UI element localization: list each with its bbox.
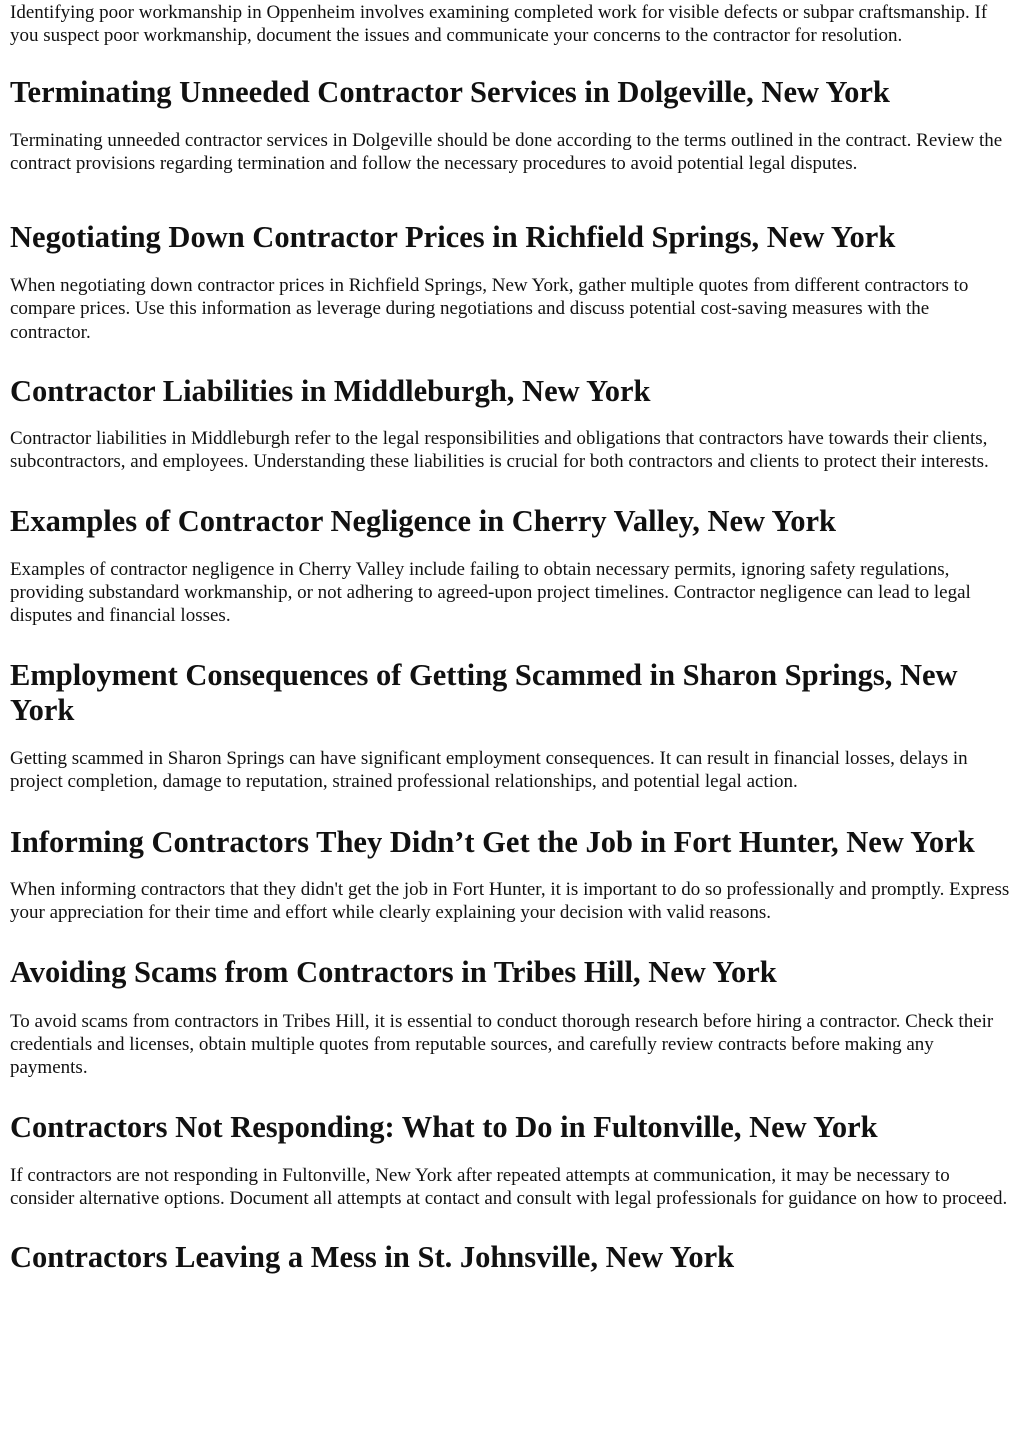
section-paragraph-tribes-hill: To avoid scams from contractors in Tribes Hill, it is essential to conduct thorough research before hiring a contractor. Check their credentials and licenses, obtain multiple quotes from reputable sources, and carefully review contracts before making any payments. <box>10 1010 994 1079</box>
section-heading-richfield-springs: Negotiating Down Contractor Prices in Richfield Springs, New York <box>10 220 896 255</box>
section-heading-fultonville: Contractors Not Responding: What to Do in Fultonville, New York <box>10 1109 878 1144</box>
section-heading-sharon-springs: Employment Consequences of Getting Scammed in Sharon Springs, New York <box>10 657 958 727</box>
section-paragraph-cherry-valley: Examples of contractor negligence in Cherry Valley include failing to obtain necessary permits, ignoring safety regulations, providing substandard workmanship, or not adhering to agreed-upon project timelines. Contractor negligence can lead to legal disputes and financial losses. <box>10 558 971 627</box>
section-paragraph-fort-hunter: When informing contractors that they didn't get the job in Fort Hunter, it is important to do so professionally and promptly. Express your appreciation for their time and effort while clearly explaining your decision with valid reasons. <box>10 879 1010 924</box>
section-heading-fort-hunter: Informing Contractors They Didn’t Get the Job in Fort Hunter, New York <box>10 825 975 860</box>
section-heading-tribes-hill: Avoiding Scams from Contractors in Tribes Hill, New York <box>10 954 777 989</box>
section-heading-middleburgh: Contractor Liabilities in Middleburgh, New York <box>10 374 651 409</box>
section-paragraph-sharon-springs: Getting scammed in Sharon Springs can have significant employment consequences. It can result in financial losses, delays in project completion, damage to reputation, strained professional relationships, and potential legal action. <box>10 747 968 792</box>
section-paragraph-middleburgh: Contractor liabilities in Middleburgh refer to the legal responsibilities and obligations that contractors have towards their clients, subcontractors, and employees. Understanding these liabilities is crucial for both contractors and clients to protect their interests. <box>10 428 989 473</box>
section-heading-cherry-valley: Examples of Contractor Negligence in Cherry Valley, New York <box>10 503 836 538</box>
section-heading-dolgeville: Terminating Unneeded Contractor Services in Dolgeville, New York <box>10 74 890 109</box>
intro-paragraph: Identifying poor workmanship in Oppenheim involves examining completed work for visible defects or subpar craftsmanship. If you suspect poor workmanship, document the issues and communicate your concerns to the contractor for resolution. <box>10 2 988 47</box>
section-paragraph-dolgeville: Terminating unneeded contractor services in Dolgeville should be done according to the terms outlined in the contract. Review the contract provisions regarding termination and follow the necessary procedures to avoid potential legal disputes. <box>10 129 1003 174</box>
section-paragraph-richfield-springs: When negotiating down contractor prices in Richfield Springs, New York, gather multiple quotes from different contractors to compare prices. Use this information as leverage during negotiations and discuss potential cost-saving measures with the contractor. <box>10 275 969 343</box>
section-heading-st-johnsville: Contractors Leaving a Mess in St. Johnsville, New York <box>10 1240 735 1275</box>
section-paragraph-fultonville: If contractors are not responding in Fultonville, New York after repeated attempts at communication, it may be necessary to consider alternative options. Document all attempts at contact and consult with legal professionals for guidance on how to proceed. <box>10 1164 1008 1209</box>
